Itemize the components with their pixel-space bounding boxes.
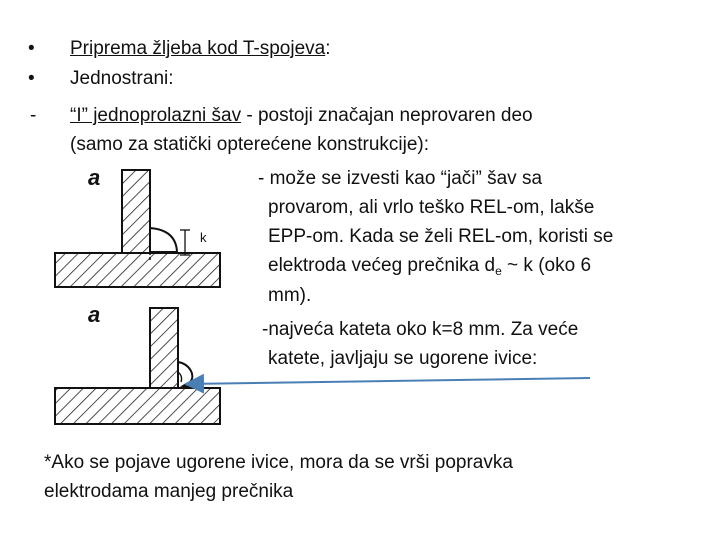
line-moze-se: - može se izvesti kao “jači” šav sa — [258, 168, 543, 189]
web-plate-upper — [122, 170, 150, 253]
note-elektrodama: elektrodama manjeg prečnika — [44, 481, 294, 502]
fillet-weld-upper — [150, 228, 177, 252]
label-a-bottom: a — [88, 302, 101, 327]
weld-type-title: “I” jednoprolazni šav — [70, 105, 242, 126]
dimension-label-k: k — [200, 230, 207, 245]
t-joint-upper — [55, 165, 220, 287]
elektroda-text: elektroda većeg prečnika d — [268, 255, 496, 276]
line-staticki: (samo za statički opterećene konstrukcije): — [70, 134, 430, 155]
subscript-e: e — [495, 264, 502, 278]
line-katete: katete, javljaju se ugorene ivice: — [268, 348, 538, 369]
line-kateta: -najveća kateta oko k=8 mm. Za veće — [262, 319, 579, 340]
line-mm: mm). — [268, 285, 312, 306]
t-joint-lower — [55, 302, 220, 424]
web-plate-lower — [150, 308, 178, 388]
note-popravka: *Ako se pojave ugorene ivice, mora da se vrši popravka — [44, 452, 513, 473]
heading-title: Priprema žljeba kod T-spojeva — [70, 38, 326, 59]
base-plate-lower — [55, 388, 220, 424]
bullet-2: • — [28, 68, 35, 89]
undercut-arrow — [186, 378, 590, 384]
line-provarom: provarom, ali vrlo teško REL-om, lakše — [268, 197, 595, 218]
weld-type-desc: - postoji značajan neprovaren deo — [241, 105, 533, 126]
line-epp: EPP-om. Kada se želi REL-om, koristi se — [268, 226, 614, 247]
heading-colon: : — [325, 38, 331, 59]
elektroda-rest: ~ k (oko 6 — [501, 255, 592, 276]
label-a-top: a — [88, 165, 101, 190]
subheading-jednostrani: Jednostrani: — [70, 68, 174, 89]
bullet-1: • — [28, 38, 35, 59]
base-plate-upper — [55, 253, 220, 287]
dash-3: - — [30, 105, 37, 126]
